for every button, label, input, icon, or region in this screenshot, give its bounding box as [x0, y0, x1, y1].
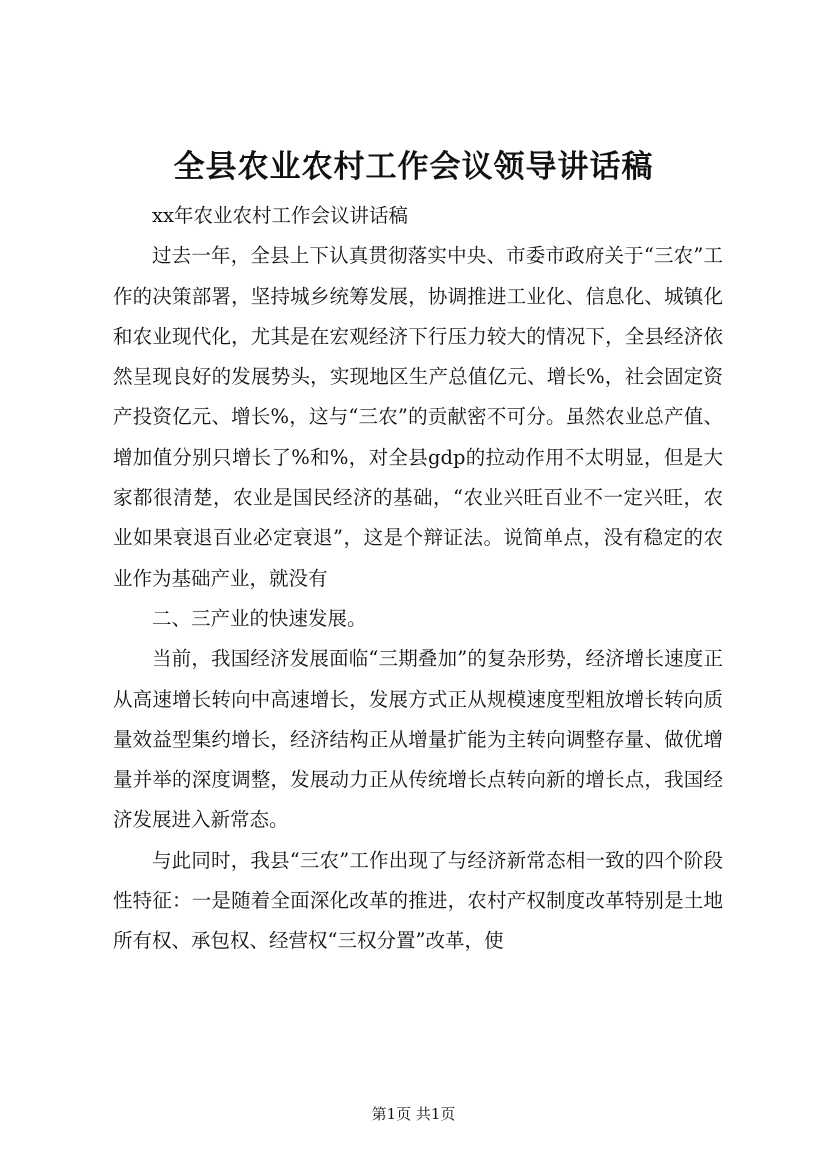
body-paragraph-2: 二、三产业的快速发展。 — [152, 606, 367, 630]
body-paragraph-4: 与此同时，我县“三农”工作出现了与经济新常态相一致的四个阶段性特征：一是随着全面深化改革的推进，农村产权制度改革特别是土地所有权、承包权、经营权“三权分置”改革，使 — [113, 848, 723, 953]
document-body — [113, 196, 723, 962]
document-title: 全县农业农村工作会议领导讲话稿 — [173, 149, 654, 185]
body-paragraph-3: 当前，我国经济发展面临“三期叠加”的复杂形势，经济增长速度正从高速增长转向中高速增长，发展方式正从规模速度型粗放增长转向质量效益型集约增长，经济结构正从增量扩能为主转向调整存量、做优增量并举的深度调整，发展动力正从传统增长点转向新的增长点，我国经济发展进入新常态。 — [113, 647, 723, 832]
subtitle-paragraph: xx年农业农村工作会议讲话稿 — [152, 204, 408, 227]
page-footer: 第1页 共1页 — [371, 1105, 456, 1123]
body-paragraph-1: 过去一年，全县上下认真贯彻落实中央、市委市政府关于“三农”工作的决策部署，坚持城乡统筹发展，协调推进工业化、信息化、城镇化和农业现代化，尤其是在宏观经济下行压力较大的情况下，全县经济依然呈现良好的发展势头，实现地区生产总值亿元、增长%，社会固定资产投资亿元、增长%，这与“三农”的贡献密不可分。虽然农业总产值、增加值分别只增长了%和%，对全县gdp的拉动作用不太明显，但是大家都很清楚，农业是国民经济的基础，“农业兴旺百业不一定兴旺，农业如果衰退百业必定衰退”，这是个辩证法。说简单点，没有稳定的农业作为基础产业，就没有 — [113, 244, 723, 590]
